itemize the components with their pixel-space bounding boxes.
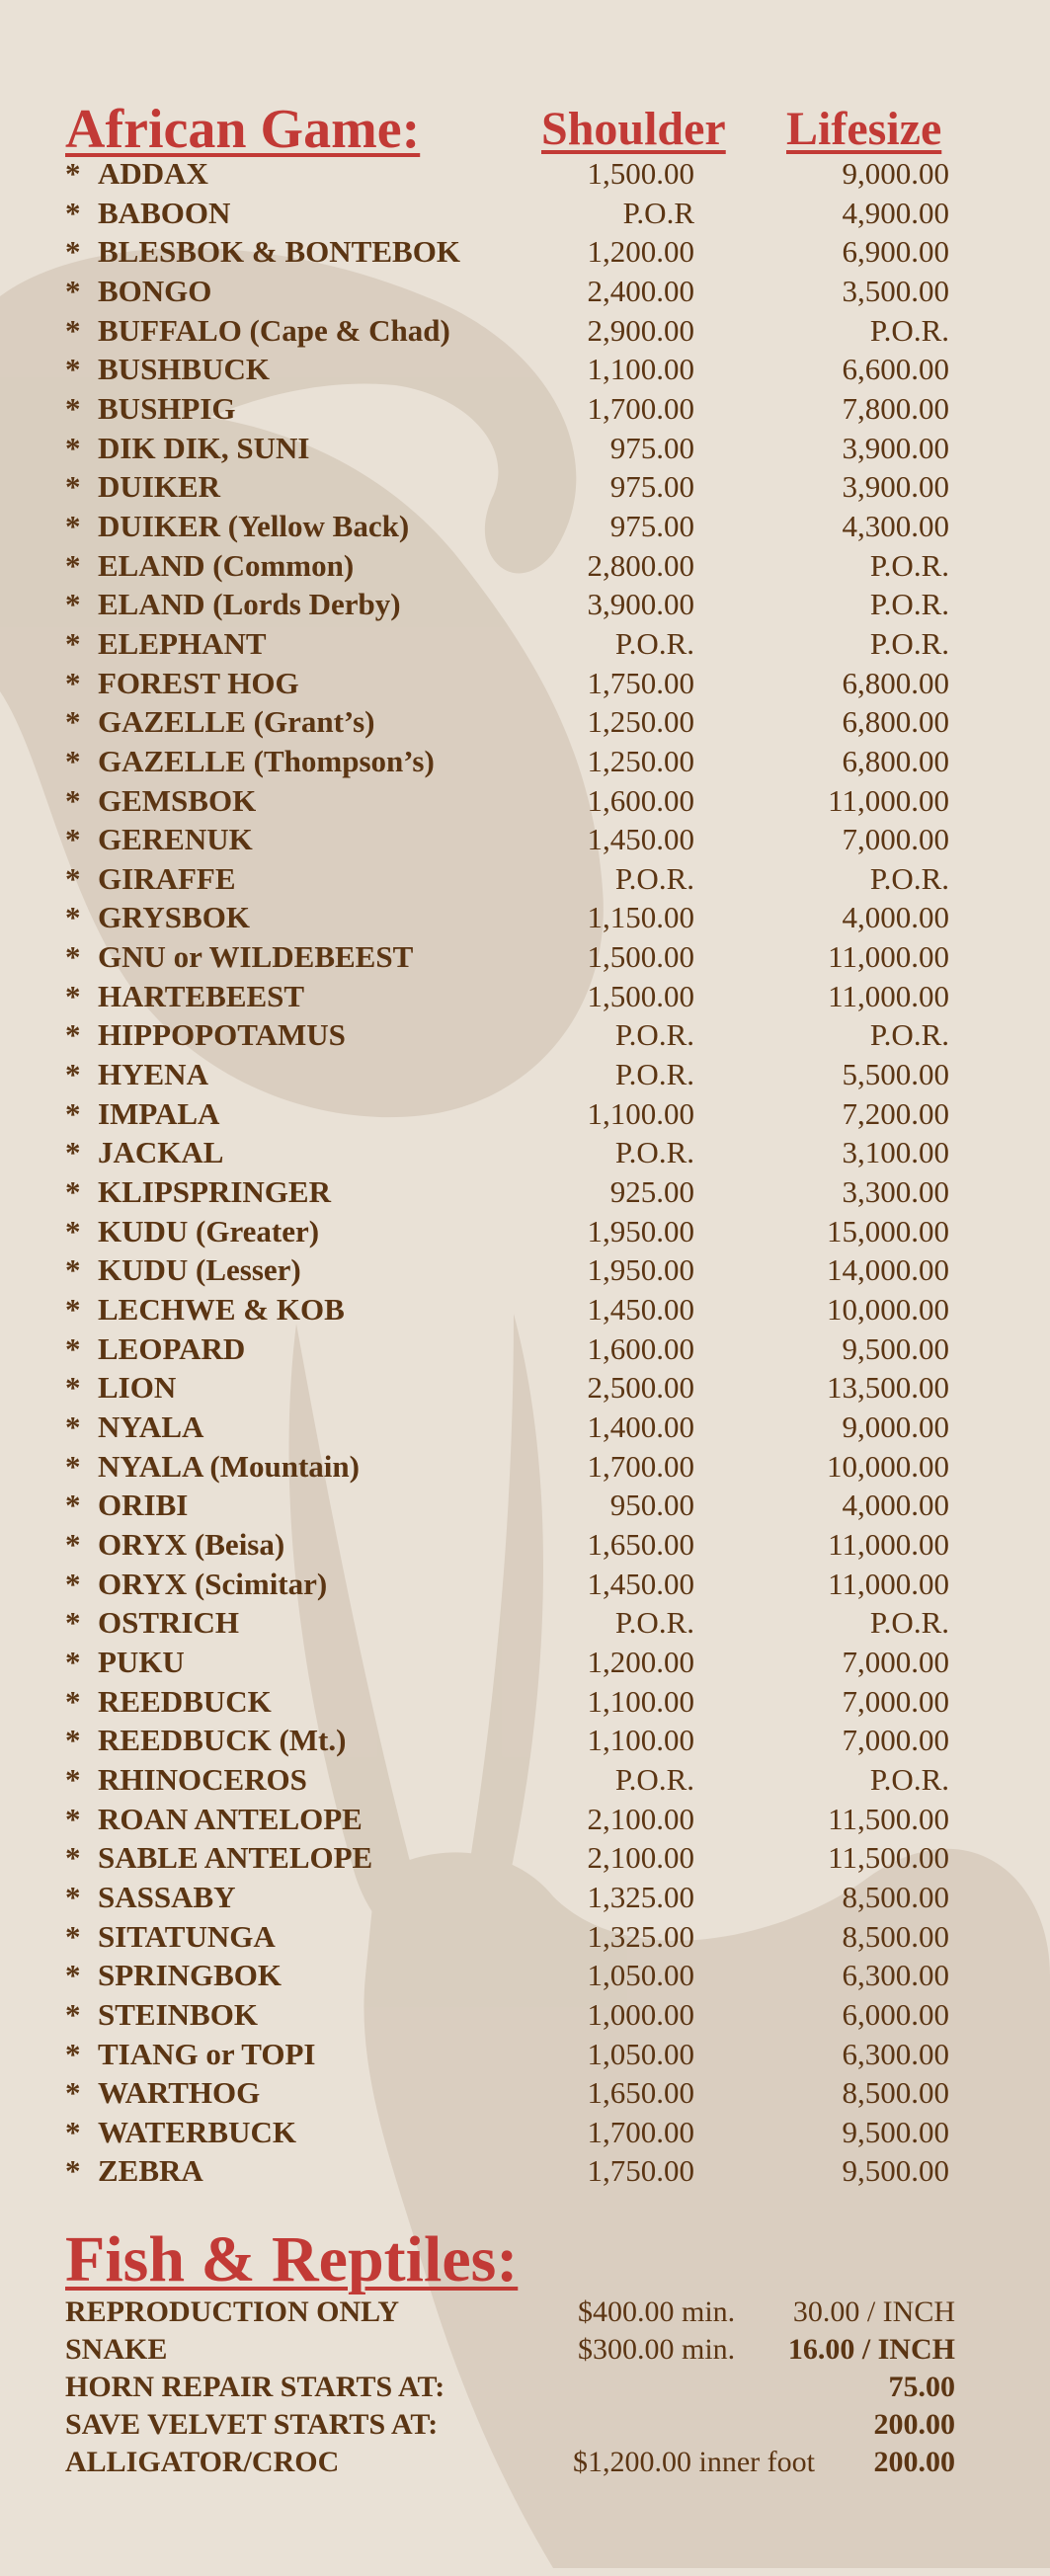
lifesize-column-header: Lifesize	[786, 103, 942, 155]
price-row	[0, 624, 1050, 664]
animal-name: LECHWE & KOB	[98, 1292, 345, 1328]
animal-name: RHINOCEROS	[98, 1761, 307, 1797]
price-row	[0, 820, 1050, 859]
animal-name: BLESBOK & BONTEBOK	[98, 234, 460, 270]
bullet-mark: *	[65, 2153, 81, 2189]
lifesize-price: 10,000.00	[827, 1292, 949, 1328]
lifesize-price: 9,000.00	[842, 1409, 949, 1444]
shoulder-price: 2,500.00	[587, 1370, 694, 1406]
lifesize-price: 3,900.00	[842, 469, 949, 505]
bullet-mark: *	[65, 665, 81, 700]
bullet-mark: *	[65, 782, 81, 818]
fish-reptile-row	[0, 2444, 1050, 2481]
lifesize-price: 7,200.00	[842, 1095, 949, 1131]
bullet-mark: *	[65, 1174, 81, 1210]
animal-name: TIANG or TOPI	[98, 2036, 316, 2071]
price-row	[0, 1486, 1050, 1525]
animal-name: REEDBUCK (Mt.)	[98, 1723, 347, 1758]
price-row	[0, 1956, 1050, 1995]
price-row	[0, 1368, 1050, 1408]
bullet-mark: *	[65, 743, 81, 778]
animal-name: BABOON	[98, 195, 231, 230]
animal-name: ROAN ANTELOPE	[98, 1801, 363, 1836]
bullet-mark: *	[65, 704, 81, 740]
price-row	[0, 272, 1050, 311]
price-row	[0, 1094, 1050, 1134]
shoulder-price: P.O.R.	[614, 1057, 694, 1092]
price-row	[0, 2035, 1050, 2074]
bullet-mark: *	[65, 234, 81, 270]
animal-name: ORYX (Scimitar)	[98, 1566, 328, 1601]
price-row	[0, 389, 1050, 429]
animal-name: GNU or WILDEBEEST	[98, 939, 414, 975]
bullet-mark: *	[65, 900, 81, 935]
animal-name: ELAND (Common)	[98, 547, 355, 583]
bullet-mark: *	[65, 1448, 81, 1484]
shoulder-price: 1,250.00	[587, 743, 694, 778]
bullet-mark: *	[65, 1958, 81, 1993]
bullet-mark: *	[65, 1761, 81, 1797]
lifesize-price: 7,800.00	[842, 390, 949, 426]
price-row	[0, 311, 1050, 351]
price-row	[0, 898, 1050, 937]
animal-name: ADDAX	[98, 156, 208, 191]
animal-name: SITATUNGA	[98, 1918, 276, 1954]
bullet-mark: *	[65, 430, 81, 465]
shoulder-price: 1,150.00	[587, 900, 694, 935]
price-row	[0, 1172, 1050, 1212]
animal-name: HARTEBEEST	[98, 978, 305, 1013]
bullet-mark: *	[65, 1330, 81, 1366]
shoulder-price: 1,700.00	[587, 390, 694, 426]
animal-name: ZEBRA	[98, 2153, 203, 2189]
bullet-mark: *	[65, 978, 81, 1013]
price-row	[0, 1838, 1050, 1878]
bullet-mark: *	[65, 2114, 81, 2149]
item-label: SAVE VELVET STARTS AT:	[65, 2408, 439, 2441]
lifesize-price: P.O.R.	[869, 860, 949, 896]
shoulder-price: 975.00	[609, 508, 694, 543]
animal-name: KUDU (Lesser)	[98, 1252, 301, 1288]
bullet-mark: *	[65, 312, 81, 348]
minimum-price: $400.00 min.	[578, 2295, 736, 2328]
lifesize-price: 4,300.00	[842, 508, 949, 543]
bullet-mark: *	[65, 1252, 81, 1288]
shoulder-price: 1,500.00	[587, 939, 694, 975]
bullet-mark: *	[65, 1017, 81, 1053]
price-row	[0, 232, 1050, 272]
lifesize-price: 8,500.00	[842, 1879, 949, 1914]
bullet-mark: *	[65, 1057, 81, 1092]
bullet-mark: *	[65, 1135, 81, 1170]
bullet-mark: *	[65, 1605, 81, 1641]
fish-reptiles-price-list	[0, 2294, 1050, 2481]
lifesize-price: P.O.R.	[869, 1017, 949, 1053]
bullet-mark: *	[65, 2075, 81, 2111]
lifesize-price: P.O.R.	[869, 1761, 949, 1797]
shoulder-price: 1,400.00	[587, 1409, 694, 1444]
animal-name: SPRINGBOK	[98, 1958, 283, 1993]
animal-name: DIK DIK, SUNI	[98, 430, 310, 465]
animal-name: REEDBUCK	[98, 1683, 272, 1719]
bullet-mark: *	[65, 273, 81, 308]
animal-name: GERENUK	[98, 822, 253, 857]
shoulder-price: 3,900.00	[587, 587, 694, 622]
price-row	[0, 1565, 1050, 1604]
lifesize-price: 9,000.00	[842, 156, 949, 191]
bullet-mark: *	[65, 1683, 81, 1719]
price-row	[0, 1408, 1050, 1447]
animal-name: FOREST HOG	[98, 665, 299, 700]
lifesize-price: 13,500.00	[827, 1370, 949, 1406]
animal-name: DUIKER	[98, 469, 221, 505]
item-label: ALLIGATOR/CROC	[65, 2446, 340, 2478]
shoulder-price: 1,325.00	[587, 1879, 694, 1914]
animal-name: ORYX (Beisa)	[98, 1526, 285, 1562]
price-row	[0, 1212, 1050, 1251]
price-row	[0, 1721, 1050, 1760]
shoulder-price: P.O.R.	[614, 1017, 694, 1053]
price-row	[0, 781, 1050, 821]
price-row	[0, 664, 1050, 703]
price-row	[0, 429, 1050, 468]
shoulder-price: 1,750.00	[587, 665, 694, 700]
lifesize-price: 11,500.00	[828, 1801, 949, 1836]
shoulder-price: 1,050.00	[587, 2036, 694, 2071]
shoulder-price: 1,600.00	[587, 1330, 694, 1366]
bullet-mark: *	[65, 508, 81, 543]
bullet-mark: *	[65, 156, 81, 191]
shoulder-price: 1,650.00	[587, 2075, 694, 2111]
shoulder-price: 950.00	[609, 1488, 694, 1523]
price-row	[0, 546, 1050, 586]
bullet-mark: *	[65, 1526, 81, 1562]
item-label: SNAKE	[65, 2333, 168, 2366]
lifesize-price: 3,300.00	[842, 1174, 949, 1210]
price-row	[0, 2073, 1050, 2113]
price-row	[0, 1525, 1050, 1565]
animal-name: NYALA	[98, 1409, 204, 1444]
bullet-mark: *	[65, 1213, 81, 1248]
price-row	[0, 2113, 1050, 2152]
animal-name: WATERBUCK	[98, 2114, 296, 2149]
animal-name: KLIPSPRINGER	[98, 1174, 331, 1210]
bullet-mark: *	[65, 860, 81, 896]
shoulder-price: 1,100.00	[587, 352, 694, 387]
fish-reptile-row	[0, 2369, 1050, 2406]
shoulder-price: 1,600.00	[587, 782, 694, 818]
price-row	[0, 1447, 1050, 1487]
rate-price: 200.00	[873, 2408, 955, 2441]
animal-name: GAZELLE (Thompson’s)	[98, 743, 435, 778]
shoulder-price: 1,750.00	[587, 2153, 694, 2189]
shoulder-price: 975.00	[609, 430, 694, 465]
bullet-mark: *	[65, 547, 81, 583]
lifesize-price: 9,500.00	[842, 1330, 949, 1366]
lifesize-price: 6,800.00	[842, 704, 949, 740]
lifesize-price: 14,000.00	[827, 1252, 949, 1288]
animal-name: GRYSBOK	[98, 900, 250, 935]
bullet-mark: *	[65, 195, 81, 230]
animal-name: STEINBOK	[98, 1996, 258, 2032]
price-row	[0, 1760, 1050, 1800]
bullet-mark: *	[65, 1723, 81, 1758]
animal-name: BUSHPIG	[98, 390, 236, 426]
shoulder-price: 2,900.00	[587, 312, 694, 348]
animal-name: GIRAFFE	[98, 860, 236, 896]
lifesize-price: P.O.R.	[869, 1605, 949, 1641]
bullet-mark: *	[65, 1409, 81, 1444]
lifesize-price: 8,500.00	[842, 2075, 949, 2111]
price-row	[0, 467, 1050, 507]
animal-name: SABLE ANTELOPE	[98, 1840, 373, 1876]
shoulder-price: 1,450.00	[587, 1292, 694, 1328]
bullet-mark: *	[65, 469, 81, 505]
bullet-mark: *	[65, 2036, 81, 2071]
african-game-heading: African Game:	[65, 99, 421, 160]
bullet-mark: *	[65, 1370, 81, 1406]
lifesize-price: 7,000.00	[842, 822, 949, 857]
shoulder-price: 1,700.00	[587, 2114, 694, 2149]
animal-name: NYALA (Mountain)	[98, 1448, 360, 1484]
bullet-mark: *	[65, 625, 81, 661]
lifesize-price: 9,500.00	[842, 2153, 949, 2189]
animal-name: ORIBI	[98, 1488, 189, 1523]
animal-name: ELEPHANT	[98, 625, 267, 661]
price-row	[0, 1329, 1050, 1369]
animal-name: HIPPOPOTAMUS	[98, 1017, 346, 1053]
lifesize-price: P.O.R.	[869, 625, 949, 661]
animal-name: BUSHBUCK	[98, 352, 270, 387]
minimum-price: $1,200.00 inner foot	[573, 2446, 815, 2478]
lifesize-price: 6,300.00	[842, 1958, 949, 1993]
animal-name: GEMSBOK	[98, 782, 257, 818]
shoulder-column-header: Shoulder	[541, 103, 726, 155]
bullet-mark: *	[65, 1095, 81, 1131]
price-row	[0, 859, 1050, 899]
price-row	[0, 507, 1050, 546]
fish-reptile-row	[0, 2294, 1050, 2331]
shoulder-price: 1,100.00	[587, 1723, 694, 1758]
animal-name: IMPALA	[98, 1095, 220, 1131]
price-row	[0, 585, 1050, 624]
fish-reptile-row	[0, 2406, 1050, 2444]
price-row	[0, 1800, 1050, 1839]
shoulder-price: P.O.R.	[614, 1761, 694, 1797]
lifesize-price: 11,000.00	[828, 939, 949, 975]
lifesize-price: 8,500.00	[842, 1918, 949, 1954]
animal-name: BUFFALO (Cape & Chad)	[98, 312, 450, 348]
animal-name: OSTRICH	[98, 1605, 239, 1641]
shoulder-price: 1,950.00	[587, 1213, 694, 1248]
lifesize-price: P.O.R.	[869, 547, 949, 583]
lifesize-price: 6,000.00	[842, 1996, 949, 2032]
price-row	[0, 1250, 1050, 1290]
lifesize-price: 11,000.00	[828, 978, 949, 1013]
lifesize-price: 4,900.00	[842, 195, 949, 230]
lifesize-price: 6,600.00	[842, 352, 949, 387]
animal-name: JACKAL	[98, 1135, 224, 1170]
shoulder-price: 1,000.00	[587, 1996, 694, 2032]
price-row	[0, 1878, 1050, 1917]
rate-price: 16.00 / INCH	[787, 2333, 955, 2366]
lifesize-price: 3,100.00	[842, 1135, 949, 1170]
bullet-mark: *	[65, 1801, 81, 1836]
lifesize-price: 6,300.00	[842, 2036, 949, 2071]
shoulder-price: 1,100.00	[587, 1683, 694, 1719]
lifesize-price: 6,900.00	[842, 234, 949, 270]
price-row	[0, 194, 1050, 233]
bullet-mark: *	[65, 1996, 81, 2032]
lifesize-price: 4,000.00	[842, 1488, 949, 1523]
item-label: HORN REPAIR STARTS AT:	[65, 2371, 445, 2403]
shoulder-price: 975.00	[609, 469, 694, 505]
item-label: REPRODUCTION ONLY	[65, 2295, 400, 2328]
rate-price: 30.00 / INCH	[792, 2295, 955, 2328]
lifesize-price: P.O.R.	[869, 587, 949, 622]
price-row	[0, 1055, 1050, 1094]
shoulder-price: 1,200.00	[587, 1644, 694, 1679]
bullet-mark: *	[65, 352, 81, 387]
shoulder-price: 2,100.00	[587, 1801, 694, 1836]
bullet-mark: *	[65, 1292, 81, 1328]
price-row	[0, 1290, 1050, 1329]
shoulder-price: 1,650.00	[587, 1526, 694, 1562]
animal-name: ELAND (Lords Derby)	[98, 587, 401, 622]
price-row	[0, 1917, 1050, 1957]
shoulder-price: P.O.R.	[614, 1135, 694, 1170]
price-row	[0, 1995, 1050, 2035]
bullet-mark: *	[65, 1644, 81, 1679]
shoulder-price: 1,050.00	[587, 1958, 694, 1993]
animal-name: KUDU (Greater)	[98, 1213, 320, 1248]
rate-price: 75.00	[888, 2371, 955, 2403]
shoulder-price: 1,325.00	[587, 1918, 694, 1954]
price-row	[0, 937, 1050, 977]
bullet-mark: *	[65, 1566, 81, 1601]
shoulder-price: P.O.R	[622, 195, 694, 230]
animal-name: SASSABY	[98, 1879, 236, 1914]
animal-name: BONGO	[98, 273, 212, 308]
price-row	[0, 154, 1050, 194]
price-row	[0, 1015, 1050, 1055]
lifesize-price: 9,500.00	[842, 2114, 949, 2149]
lifesize-price: 4,000.00	[842, 900, 949, 935]
price-row	[0, 702, 1050, 742]
lifesize-price: 11,000.00	[828, 782, 949, 818]
lifesize-price: 11,000.00	[828, 1566, 949, 1601]
minimum-price: $300.00 min.	[578, 2333, 736, 2366]
shoulder-price: 1,500.00	[587, 156, 694, 191]
bullet-mark: *	[65, 1879, 81, 1914]
lifesize-price: 6,800.00	[842, 743, 949, 778]
animal-name: HYENA	[98, 1057, 208, 1092]
price-row	[0, 350, 1050, 389]
price-row	[0, 1603, 1050, 1643]
shoulder-price: 1,250.00	[587, 704, 694, 740]
fish-reptile-row	[0, 2331, 1050, 2369]
price-row	[0, 977, 1050, 1016]
bullet-mark: *	[65, 1488, 81, 1523]
bullet-mark: *	[65, 1918, 81, 1954]
shoulder-price: 1,500.00	[587, 978, 694, 1013]
price-row	[0, 742, 1050, 781]
shoulder-price: P.O.R.	[614, 1605, 694, 1641]
bullet-mark: *	[65, 939, 81, 975]
lifesize-price: 7,000.00	[842, 1723, 949, 1758]
lifesize-price: 11,500.00	[828, 1840, 949, 1876]
lifesize-price: 7,000.00	[842, 1683, 949, 1719]
shoulder-price: 1,450.00	[587, 822, 694, 857]
price-row	[0, 2151, 1050, 2191]
bullet-mark: *	[65, 1840, 81, 1876]
shoulder-price: P.O.R.	[614, 625, 694, 661]
animal-name: PUKU	[98, 1644, 185, 1679]
lifesize-price: 15,000.00	[827, 1213, 949, 1248]
price-row	[0, 1643, 1050, 1682]
shoulder-price: 2,800.00	[587, 547, 694, 583]
lifesize-price: 3,500.00	[842, 273, 949, 308]
lifesize-price: P.O.R.	[869, 312, 949, 348]
shoulder-price: 1,950.00	[587, 1252, 694, 1288]
fish-reptiles-heading: Fish & Reptiles:	[65, 2223, 519, 2295]
animal-name: LION	[98, 1370, 177, 1406]
lifesize-price: 11,000.00	[828, 1526, 949, 1562]
rate-price: 200.00	[873, 2446, 955, 2478]
shoulder-price: 1,100.00	[587, 1095, 694, 1131]
lifesize-price: 5,500.00	[842, 1057, 949, 1092]
african-game-price-list	[0, 154, 1050, 2191]
price-row	[0, 1133, 1050, 1172]
shoulder-price: 2,100.00	[587, 1840, 694, 1876]
shoulder-price: 1,700.00	[587, 1448, 694, 1484]
bullet-mark: *	[65, 587, 81, 622]
bullet-mark: *	[65, 822, 81, 857]
shoulder-price: 1,200.00	[587, 234, 694, 270]
lifesize-price: 10,000.00	[827, 1448, 949, 1484]
animal-name: DUIKER (Yellow Back)	[98, 508, 410, 543]
shoulder-price: 2,400.00	[587, 273, 694, 308]
animal-name: GAZELLE (Grant’s)	[98, 704, 375, 740]
price-row	[0, 1682, 1050, 1722]
animal-name: WARTHOG	[98, 2075, 261, 2111]
lifesize-price: 6,800.00	[842, 665, 949, 700]
shoulder-price: P.O.R.	[614, 860, 694, 896]
shoulder-price: 1,450.00	[587, 1566, 694, 1601]
lifesize-price: 3,900.00	[842, 430, 949, 465]
animal-name: LEOPARD	[98, 1330, 246, 1366]
lifesize-price: 7,000.00	[842, 1644, 949, 1679]
shoulder-price: 925.00	[609, 1174, 694, 1210]
bullet-mark: *	[65, 390, 81, 426]
